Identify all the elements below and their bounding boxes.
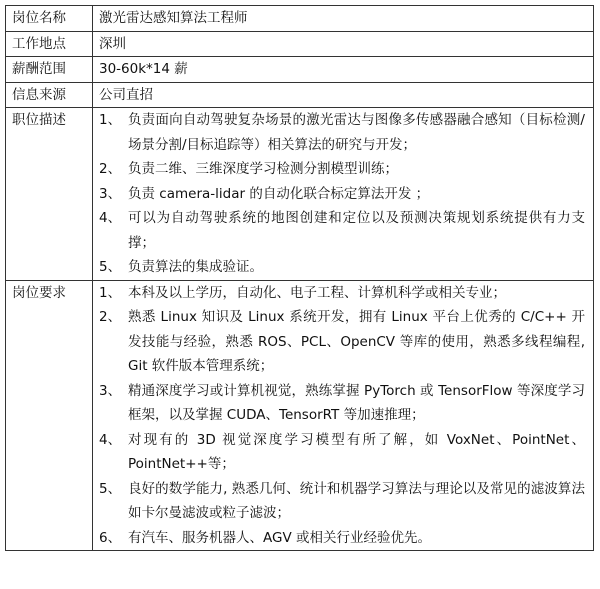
value-source: 公司直招 — [93, 82, 594, 108]
label-title: 岗位名称 — [6, 6, 93, 32]
item-number: 1、 — [99, 284, 122, 301]
description-item — [99, 206, 585, 255]
value-requirements — [93, 280, 594, 551]
item-number: 5、 — [99, 480, 122, 497]
item-number: 3、 — [99, 185, 122, 202]
item-text: 对现有的 3D 视觉深度学习模型有所了解，如 VoxNet、PointNet、PointNet++等； — [128, 431, 585, 472]
requirement-item — [99, 305, 585, 379]
requirement-item — [99, 379, 585, 428]
item-number: 6、 — [99, 529, 122, 546]
item-number: 2、 — [99, 309, 122, 325]
item-text: 本科及以上学历，自动化、电子工程、计算机科学或相关专业； — [128, 284, 506, 301]
value-salary: 30-60k*14 薪 — [93, 57, 594, 83]
item-text: 负责二维、三维深度学习检测分割模型训练； — [128, 161, 398, 177]
item-text: 负责 camera-lidar 的自动化联合标定算法开发 ； — [128, 185, 430, 202]
item-text: 熟悉 Linux 知识及 Linux 系统开发，拥有 Linux 平台上优秀的 C/C++ 开发技能与经验，熟悉 ROS、PCL、OpenCV 等库的使用，熟悉多线程编程, Git 软件版本管理系统； — [128, 309, 585, 374]
requirement-item — [99, 428, 585, 477]
row-description — [6, 108, 594, 281]
item-text: 精通深度学习或计算机视觉，熟练掌握 PyTorch 或 TensorFlow 等深度学习框架，以及掌握 CUDA、TensorRT 等加速推理； — [128, 382, 585, 423]
requirement-item — [99, 477, 585, 526]
item-text: 负责面向自动驾驶复杂场景的激光雷达与图像多传感器融合感知（目标检测/场景分割/目标追踪等）相关算法的研究与开发； — [128, 112, 585, 153]
label-source: 信息来源 — [6, 82, 93, 108]
description-item — [99, 255, 585, 280]
label-description: 职位描述 — [6, 108, 93, 281]
label-salary: 薪酬范围 — [6, 57, 93, 83]
item-text: 负责算法的集成验证。 — [128, 259, 263, 275]
value-title: 激光雷达感知算法工程师 — [93, 6, 594, 32]
description-item — [99, 157, 585, 182]
requirement-item — [99, 281, 585, 306]
row-location — [6, 31, 594, 57]
item-number: 5、 — [99, 259, 122, 275]
value-description — [93, 108, 594, 281]
item-number: 1、 — [99, 112, 122, 128]
item-text: 良好的数学能力, 熟悉几何、统计和机器学习算法与理论以及常见的滤波算法如卡尔曼滤波或粒子滤波； — [128, 480, 585, 521]
description-item — [99, 108, 585, 157]
item-text: 有汽车、服务机器人、AGV 或相关行业经验优先。 — [128, 529, 431, 546]
value-location: 深圳 — [93, 31, 594, 57]
job-posting-table — [5, 5, 594, 551]
requirement-item — [99, 526, 585, 551]
row-source — [6, 82, 594, 108]
row-salary — [6, 57, 594, 83]
item-number: 2、 — [99, 161, 122, 177]
item-number: 4、 — [99, 210, 122, 226]
item-number: 4、 — [99, 431, 122, 448]
row-title — [6, 6, 594, 32]
description-item — [99, 182, 585, 207]
row-requirements — [6, 280, 594, 551]
label-location: 工作地点 — [6, 31, 93, 57]
label-requirements: 岗位要求 — [6, 280, 93, 551]
item-number: 3、 — [99, 382, 122, 399]
item-text: 可以为自动驾驶系统的地图创建和定位以及预测决策规划系统提供有力支撑； — [128, 210, 585, 251]
